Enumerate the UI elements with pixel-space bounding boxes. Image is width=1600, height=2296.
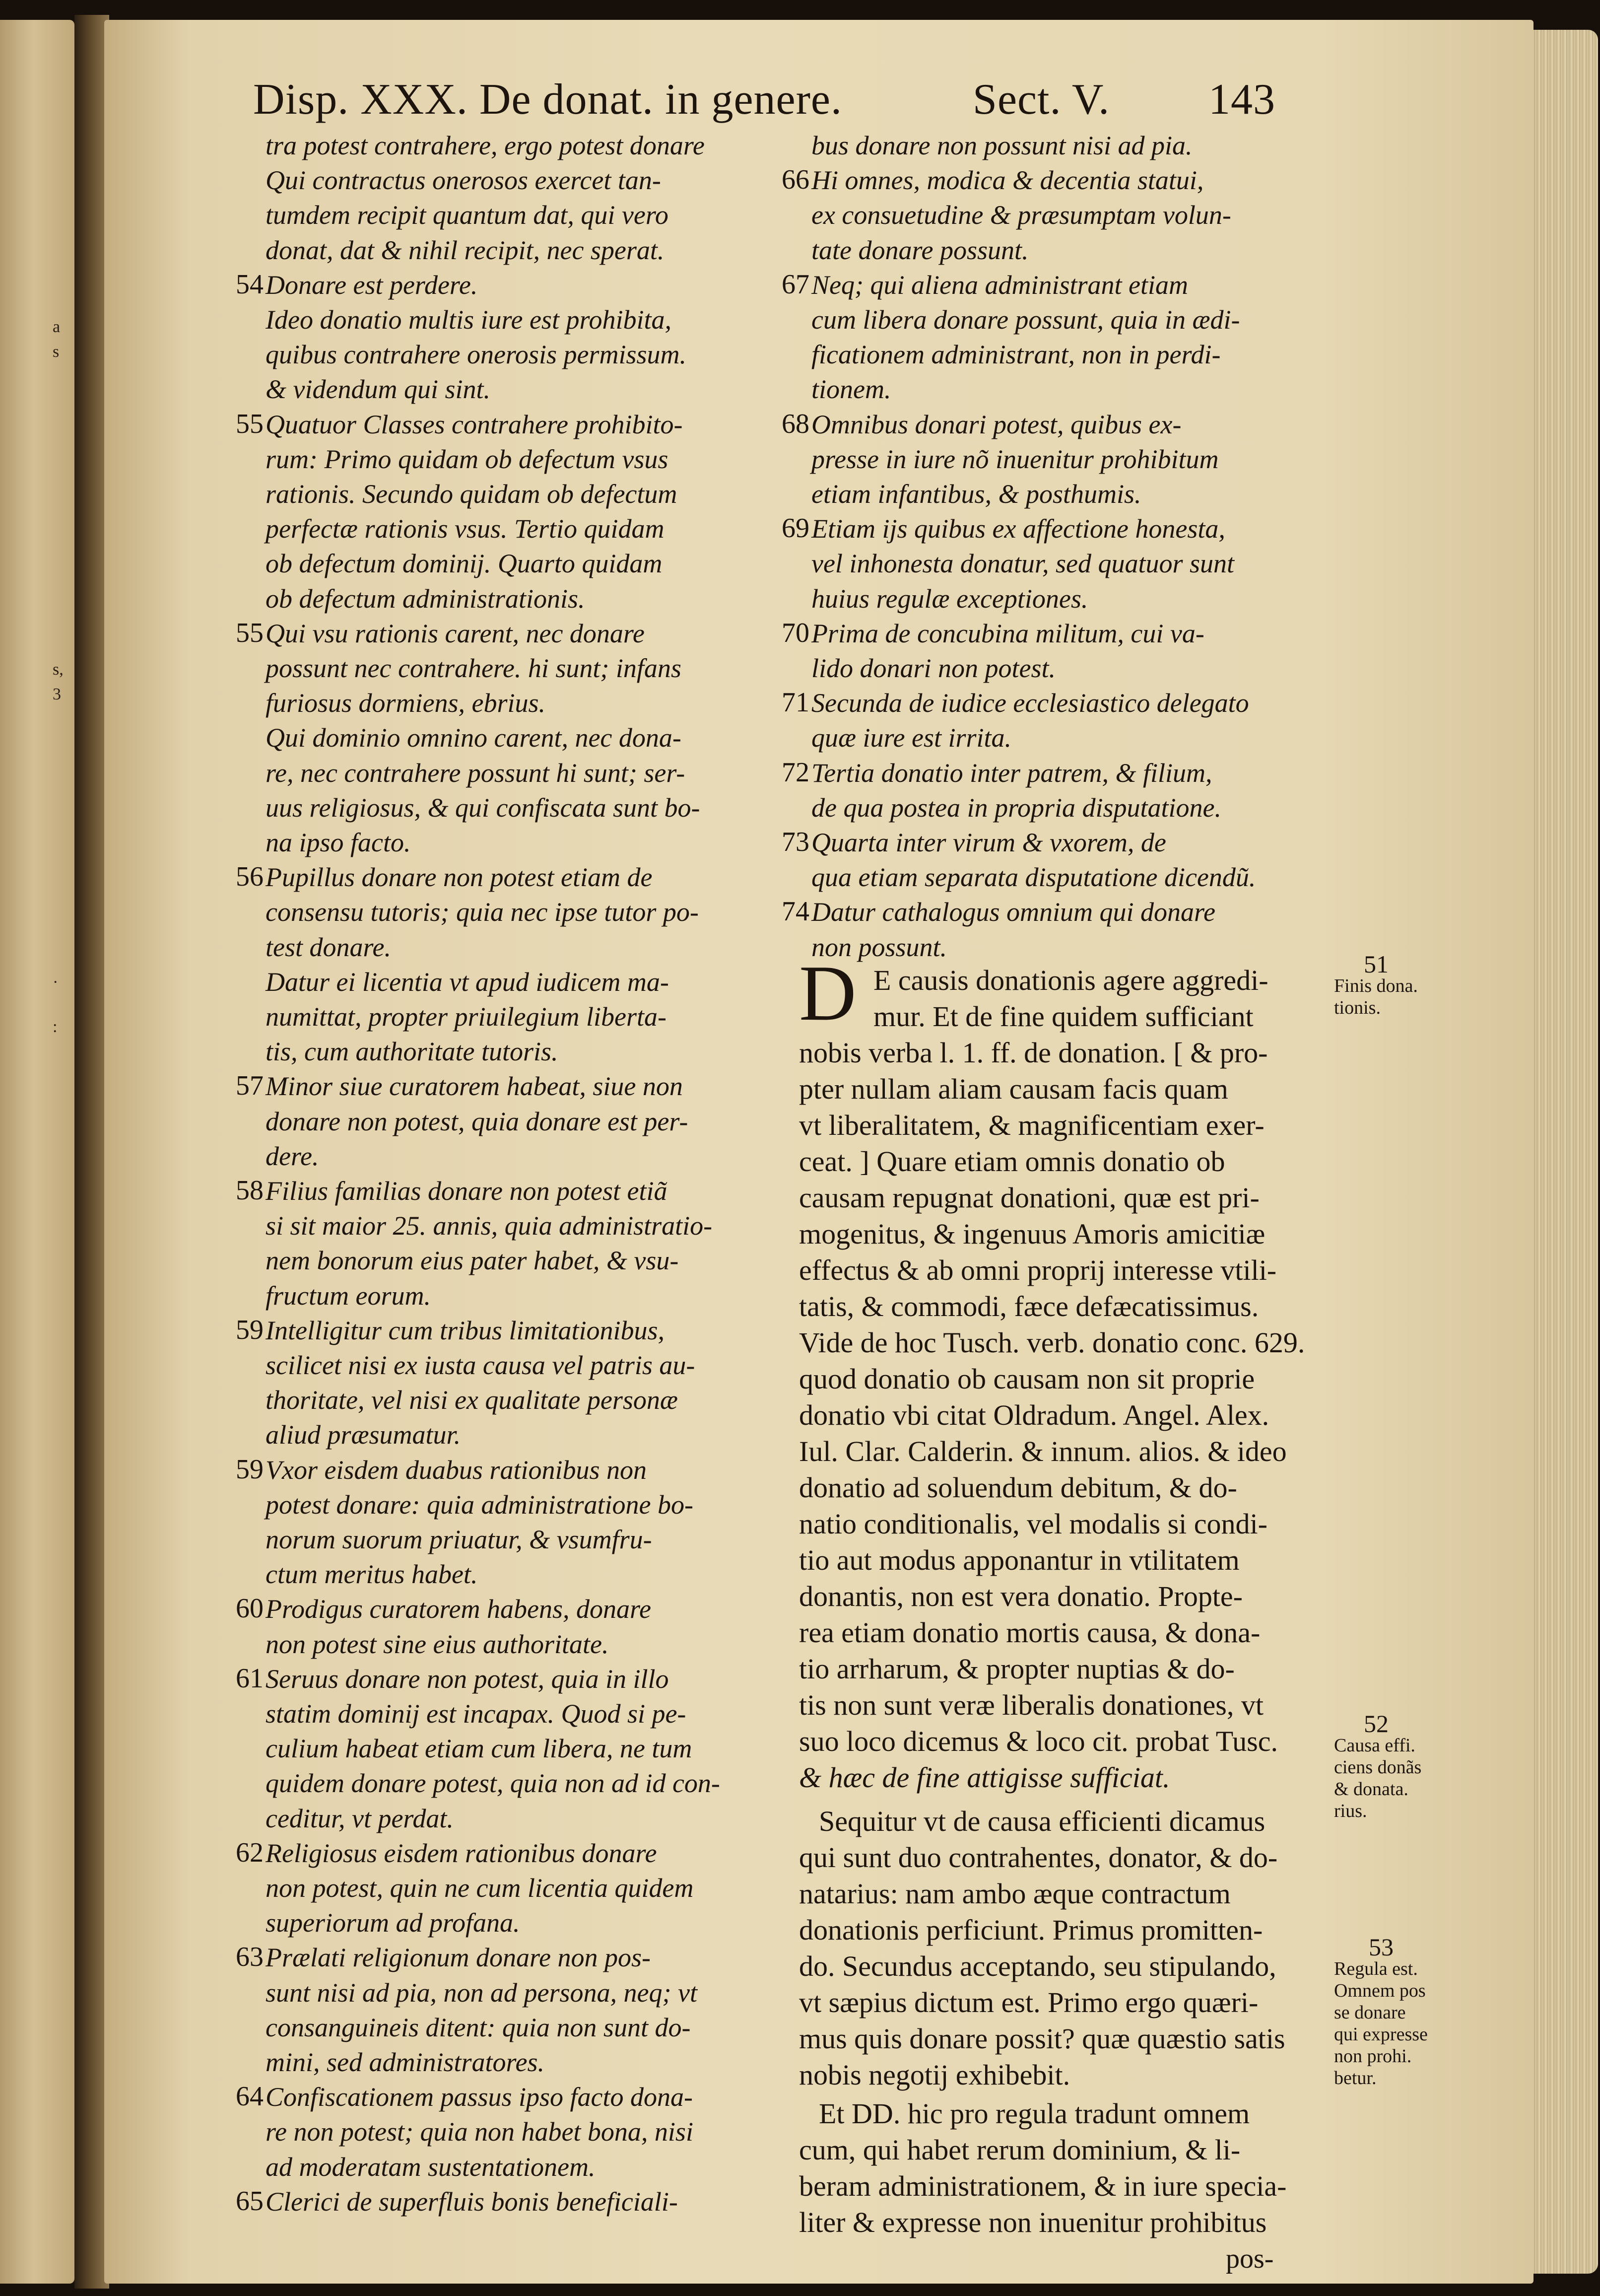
summary-line: & videndum qui sint. — [266, 374, 490, 405]
summary-line: furiosus dormiens, ebrius. — [266, 688, 546, 718]
running-title: Disp. XXX. De donat. in genere. — [253, 75, 842, 124]
article-number: 65 — [236, 2185, 264, 2217]
summary-line: superiorum ad profana. — [266, 1908, 520, 1938]
text-line: mogenitus, & ingenuus Amoris amicitiæ — [799, 1218, 1266, 1250]
summary-line: Qui dominio omnino carent, nec dona- — [266, 723, 681, 753]
summary-line: ficationem administrant, non in perdi- — [811, 340, 1221, 370]
summary-line: norum suorum priuatur, & vsumfru- — [266, 1525, 652, 1554]
summary-line: lido donari non potest. — [811, 653, 1056, 683]
summary-line: aliud præsumatur. — [266, 1420, 461, 1450]
article-number: 55 — [236, 617, 264, 648]
summary-line: Tertia donatio inter patrem, & filium, — [811, 758, 1212, 788]
text-line: effectus & ab omni proprij interesse vtili- — [799, 1254, 1277, 1286]
section-label: Sect. V. — [973, 75, 1110, 124]
article-number: 59 — [236, 1454, 264, 1485]
summary-line: Clerici de superfluis bonis beneficiali- — [266, 2186, 678, 2217]
summary-line: Vxor eisdem duabus rationibus non — [266, 1455, 647, 1485]
summary-line: perfectæ rationis vsus. Tertio quidam — [266, 514, 665, 544]
article-number: 61 — [236, 1663, 264, 1694]
article-number: 74 — [782, 896, 809, 927]
summary-line: rum: Primo quidam ob defectum vsus — [266, 444, 668, 474]
text-line: pter nullam aliam causam facis quam — [799, 1073, 1228, 1105]
summary-line: nem bonorum eius pater habet, & vsu- — [266, 1246, 679, 1276]
article-number: 58 — [236, 1175, 264, 1206]
text-line: causam repugnat donationi, quæ est pri- — [799, 1182, 1260, 1214]
article-number: 62 — [236, 1837, 264, 1868]
summary-line: re, nec contrahere possunt hi sunt; ser- — [266, 758, 685, 788]
text-line: vt liberalitatem, & magnificentiam exer- — [799, 1109, 1265, 1141]
summary-line: tra potest contrahere, ergo potest donare — [266, 131, 705, 160]
summary-line: Religiosus eisdem rationibus donare — [266, 1838, 657, 1868]
summary-line: re non potest; quia non habet bona, nisi — [266, 2117, 693, 2147]
article-number: 56 — [236, 861, 264, 893]
article-number: 59 — [236, 1314, 264, 1345]
article-number: 64 — [236, 2081, 264, 2112]
margin-note-line: rius. — [1334, 1801, 1367, 1821]
summary-line: Confiscationem passus ipso facto dona- — [266, 2082, 693, 2112]
text-line: Iul. Clar. Calderin. & innum. alios. & ideo — [799, 1435, 1287, 1467]
text-line: natio conditionalis, vel modalis si condi- — [799, 1508, 1267, 1540]
text-line: Et DD. hic pro regula tradunt omnem — [819, 2097, 1250, 2130]
margin-note-number: 51 — [1364, 950, 1389, 978]
margin-note-line: betur. — [1334, 2068, 1377, 2088]
text-line: nobis negotij exhibebit. — [799, 2059, 1070, 2091]
article-number: 68 — [782, 408, 809, 439]
summary-line: de qua postea in propria disputatione. — [811, 792, 1221, 823]
margin-note-line: tionis. — [1334, 997, 1381, 1018]
article-number: 72 — [782, 757, 809, 788]
text-line: mus quis donare possit? quæ quæstio satis — [799, 2022, 1285, 2055]
summary-line: dere. — [266, 1141, 319, 1171]
summary-line: tate donare possunt. — [811, 235, 1029, 265]
summary-line: Etiam ijs quibus ex affectione honesta, — [811, 514, 1225, 544]
summary-line: Intelligitur cum tribus limitationibus, — [266, 1315, 665, 1345]
drop-cap: D — [799, 949, 857, 1037]
summary-line: ob defectum administrationis. — [266, 583, 585, 614]
summary-line: possunt nec contrahere. hi sunt; infans — [266, 653, 681, 683]
summary-line: Prima de concubina militum, cui va- — [811, 618, 1204, 648]
article-number: 57 — [236, 1070, 264, 1102]
summary-line: Donare est perdere. — [266, 270, 478, 300]
margin-note-number: 53 — [1369, 1933, 1394, 1961]
text-line: quod donatio ob causam non sit proprie — [799, 1363, 1255, 1395]
facing-page-edge: a s s, 3 · : — [0, 20, 74, 2284]
summary-line: Qui contractus onerosos exercet tan- — [266, 165, 661, 196]
article-number: 54 — [236, 269, 264, 300]
text-line: donantis, non est vera donatio. Propte- — [799, 1580, 1243, 1612]
article-number: 69 — [782, 513, 809, 544]
article-number: 70 — [782, 617, 809, 648]
summary-line: test donare. — [266, 932, 391, 962]
margin-note-line: ciens donãs — [1334, 1757, 1422, 1778]
summary-line: donare non potest, quia donare est per- — [266, 1106, 688, 1136]
summary-line: bus donare non possunt nisi ad pia. — [811, 131, 1193, 160]
text-line: donatio vbi citat Oldradum. Angel. Alex. — [799, 1399, 1269, 1431]
text-line: tatis, & commodi, fæce defæcatissimus. — [799, 1290, 1259, 1322]
body-paragraph-3 — [799, 2095, 1286, 2240]
text-line: & hæc de fine attigisse sufficiat. — [799, 1761, 1170, 1794]
margin-note-line: qui expresse — [1334, 2024, 1428, 2045]
summary-line: Secunda de iudice ecclesiastico delegato — [811, 688, 1249, 718]
summary-line: numittat, propter priuilegium liberta- — [266, 1002, 667, 1032]
summary-line: etiam infantibus, & posthumis. — [811, 479, 1141, 509]
margin-note-line: Causa effi. — [1334, 1735, 1415, 1756]
page-edges — [1529, 30, 1598, 2274]
summary-line: Omnibus donari potest, quibus ex- — [811, 409, 1182, 439]
margin-note-line: & donata. — [1334, 1779, 1408, 1800]
summary-line: cum libera donare possunt, quia in ædi- — [811, 305, 1240, 335]
text-line: liter & expresse non inuenitur prohibitus — [799, 2206, 1267, 2238]
article-number: 66 — [782, 164, 809, 196]
text-line: Sequitur vt de causa efficienti dicamus — [819, 1805, 1266, 1837]
text-line: donatio ad soluendum debitum, & do- — [799, 1471, 1237, 1504]
summary-line: statim dominij est incapax. Quod si pe- — [266, 1699, 686, 1729]
summary-line: Hi omnes, modica & decentia statui, — [811, 165, 1204, 196]
catchword: pos- — [1226, 2243, 1274, 2274]
text-line: do. Secundus acceptando, seu stipulando, — [799, 1950, 1276, 1982]
summary-line: vel inhonesta donatur, sed quatuor sunt — [811, 549, 1234, 579]
summary-line: si sit maior 25. annis, quia administratio- — [266, 1211, 713, 1241]
summary-line: na ipso facto. — [266, 828, 411, 857]
summary-line: Quatuor Classes contrahere prohibito- — [266, 409, 683, 439]
text-line: E causis donationis agere aggredi- — [873, 964, 1268, 996]
summary-line: Neq; qui aliena administrant etiam — [811, 270, 1188, 300]
summary-line: uus religiosus, & qui confiscata sunt bo- — [266, 792, 700, 823]
summary-line: quæ iure est irrita. — [811, 723, 1012, 753]
text-line: donationis perficiunt. Primus promitten- — [799, 1914, 1263, 1946]
text-line: nobis verba l. 1. ff. de donation. [ & pro- — [799, 1037, 1268, 1069]
text-line: ceat. ] Quare etiam omnis donatio ob — [799, 1145, 1225, 1178]
article-number: 73 — [782, 827, 809, 857]
summary-line: huius regulæ exceptiones. — [811, 583, 1088, 614]
text-line: vt sæpius dictum est. Primo ergo quæri- — [799, 1986, 1259, 2018]
summary-line: ex consuetudine & præsumptam volun- — [811, 200, 1231, 230]
summary-line: ad moderatam sustentationem. — [266, 2152, 596, 2182]
summary-line: culium habeat etiam cum libera, ne tum — [266, 1734, 692, 1764]
summary-line: Ideo donatio multis iure est prohibita, — [266, 305, 671, 335]
text-line: rea etiam donatio mortis causa, & dona- — [799, 1616, 1261, 1649]
summary-line: non possunt. — [811, 932, 947, 962]
summary-line: tis, cum authoritate tutoris. — [266, 1037, 558, 1067]
summary-line: sunt nisi ad pia, non ad persona, neq; vt — [266, 1977, 697, 2008]
summary-line: ob defectum dominij. Quarto quidam — [266, 549, 663, 579]
text-line: tio aut modus apponantur in vtilitatem — [799, 1544, 1240, 1576]
margin-note-line: Finis dona. — [1334, 975, 1418, 996]
summary-line: Filius familias donare non potest etiã — [266, 1176, 667, 1206]
margin-note-line: se donare — [1334, 2002, 1406, 2023]
summary-line: qua etiam separata disputatione dicendũ. — [811, 862, 1256, 893]
summary-line: consensu tutoris; quia nec ipse tutor po- — [266, 897, 699, 927]
summary-line: Qui vsu rationis carent, nec donare — [266, 618, 645, 648]
summary-line: tionem. — [811, 374, 891, 405]
book-page — [104, 20, 1533, 2284]
page-number: 143 — [1208, 75, 1275, 124]
summary-line: Datur cathalogus omnium qui donare — [811, 897, 1215, 927]
article-number: 71 — [782, 687, 809, 718]
body-paragraph-2 — [799, 1803, 1285, 2093]
summary-line: Prodigus curatorem habens, donare — [266, 1594, 651, 1624]
text-line: Vide de hoc Tusch. verb. donatio conc. 629. — [799, 1326, 1305, 1359]
article-number: 60 — [236, 1593, 264, 1624]
summary-line: scilicet nisi ex iusta causa vel patris au- — [266, 1350, 695, 1380]
margin-note-number: 52 — [1364, 1710, 1389, 1738]
margin-note-finis — [1334, 950, 1418, 1019]
margin-note-line: Regula est. — [1334, 1958, 1418, 1979]
summary-line: Seruus donare non potest, quia in illo — [266, 1664, 669, 1694]
article-number: 55 — [236, 408, 264, 439]
summary-line: rationis. Secundo quidam ob defectum — [266, 479, 677, 509]
summary-line: presse in iure nõ inuenitur prohibitum — [811, 444, 1219, 474]
text-line: tio arrharum, & propter nuptias & do- — [799, 1653, 1235, 1685]
summary-line: thoritate, vel nisi ex qualitate personæ — [266, 1385, 678, 1415]
summary-line: potest donare: quia administratione bo- — [266, 1489, 693, 1520]
summary-line: Pupillus donare non potest etiam de — [266, 862, 653, 893]
summary-line: ceditur, vt perdat. — [266, 1803, 454, 1833]
text-line: qui sunt duo contrahentes, donator, & do- — [799, 1841, 1278, 1874]
text-line: natarius: nam ambo æque contractum — [799, 1878, 1231, 1910]
margin-note-line: Omnem pos — [1334, 1980, 1426, 2001]
text-line: suo loco dicemus & loco cit. probat Tusc. — [799, 1725, 1278, 1757]
article-number: 67 — [782, 269, 809, 300]
summary-line: quidem donare potest, quia non ad id con- — [266, 1768, 720, 1799]
text-line: beram administrationem, & in iure specia- — [799, 2170, 1287, 2202]
summary-line: non potest sine eius authoritate. — [266, 1629, 609, 1659]
summary-line: Minor siue curatorem habeat, siue non — [266, 1071, 683, 1102]
summary-line: Prælati religionum donare non pos- — [266, 1943, 651, 1973]
summary-line: Datur ei licentia vt apud iudicem ma- — [266, 967, 669, 997]
margin-note-regula — [1334, 1933, 1428, 2089]
summary-line: mini, sed administratores. — [266, 2047, 545, 2077]
summary-line: ctum meritus habet. — [266, 1559, 478, 1590]
text-line: tis non sunt veræ liberalis donationes, vt — [799, 1689, 1264, 1721]
margin-note-causa — [1334, 1710, 1422, 1822]
summary-line: fructum eorum. — [266, 1280, 431, 1311]
summary-line: donat, dat & nihil recipit, nec sperat. — [266, 235, 665, 265]
summary-line: non potest, quin ne cum licentia quidem — [266, 1873, 694, 1903]
body-paragraph-1 — [799, 962, 1305, 1796]
article-number: 63 — [236, 1942, 264, 1973]
summary-line: Quarta inter virum & vxorem, de — [811, 828, 1166, 857]
summary-line: tumdem recipit quantum dat, qui vero — [266, 200, 668, 230]
text-line: mur. Et de fine quidem sufficiant — [873, 1000, 1254, 1033]
summary-line: consanguineis ditent: quia non sunt do- — [266, 2012, 691, 2042]
margin-note-line: non prohi. — [1334, 2046, 1412, 2067]
text-line: cum, qui habet rerum dominium, & li- — [799, 2134, 1241, 2166]
summary-line: quibus contrahere onerosis permissum. — [266, 340, 686, 370]
